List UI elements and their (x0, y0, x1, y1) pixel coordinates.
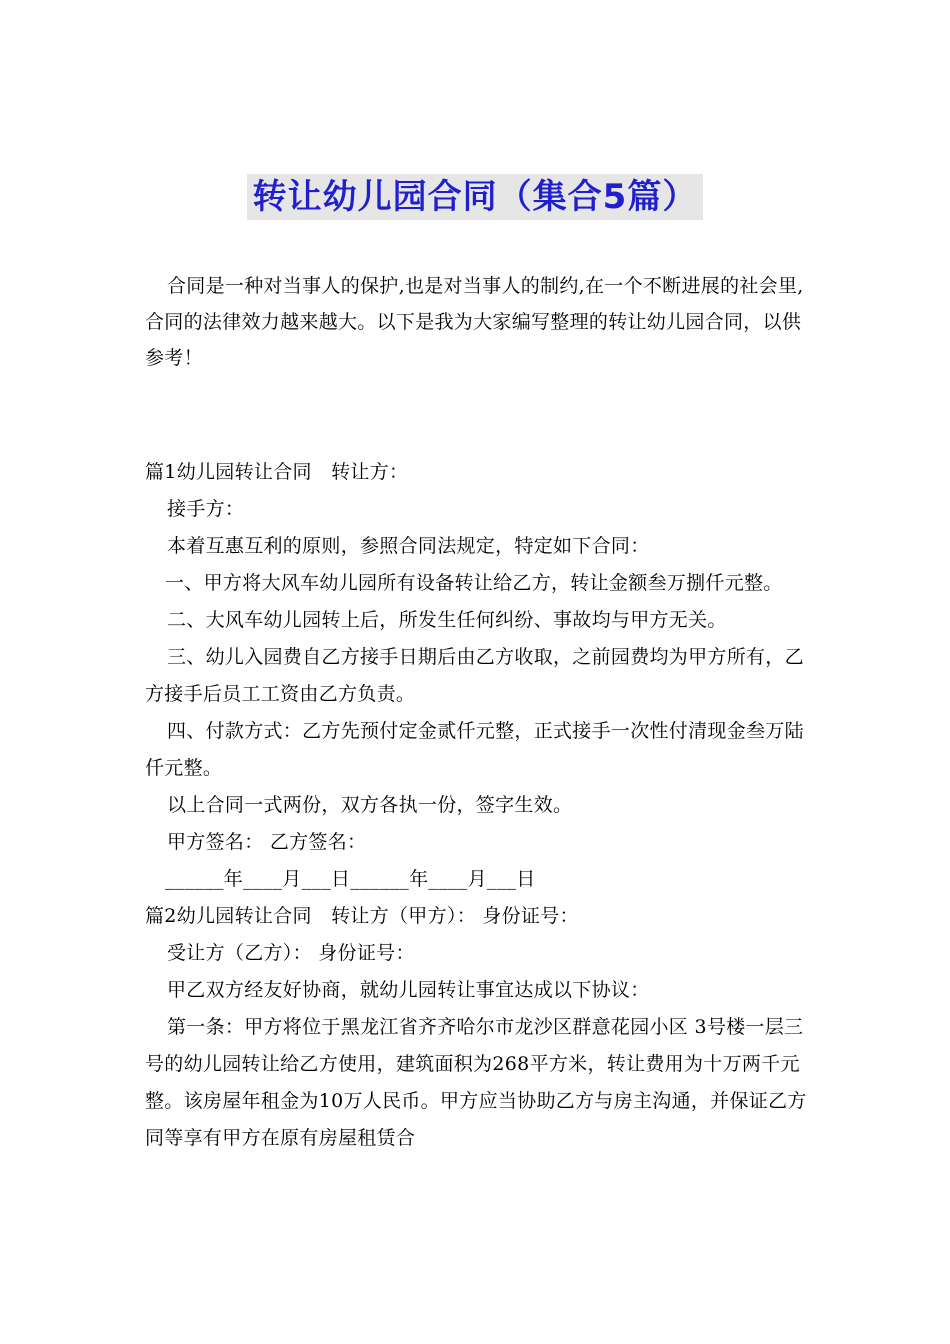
paragraph: 一、甲方将大风车幼儿园所有设备转让给乙方，转让金额叁万捌仟元整。 (165, 572, 783, 594)
signature-line: 甲方签名： 乙方签名： (167, 831, 367, 853)
intro-paragraph: 合同是一种对当事人的保护,也是对当事人的制约,在一个不断进展的社会里,合同的法律效力越来越大。以下是我为大家编写整理的转让幼儿园合同，以供参考！ (145, 275, 804, 369)
paragraph: 甲乙双方经友好协商，就幼儿园转让事宜达成以下协议： (167, 979, 650, 1001)
document-title: 转让幼儿园合同（集合5篇） (247, 174, 704, 220)
paragraph: 三、幼儿入园费自乙方接手日期后由乙方收取，之前园费均为甲方所有，乙方接手后员工工资由乙方负责。 (145, 646, 804, 705)
paragraph: 二、大风车幼儿园转上后，所发生任何纠纷、事故均与甲方无关。 (167, 609, 727, 631)
paragraph: 本着互惠互利的原则，参照合同法规定，特定如下合同： (167, 535, 650, 557)
intro-block (145, 268, 810, 376)
section-heading-1: 篇1幼儿园转让合同 转让方： (145, 461, 409, 483)
date-line: ______年____月___日______年____月___日 (165, 868, 536, 890)
paragraph: 第一条：甲方将位于黑龙江省齐齐哈尔市龙沙区群意花园小区 3号楼一层三号的幼儿园转让给乙方使用，建筑面积为268平方米，转让费用为十万两千元整。该房屋年租金为10万人民币。甲方应当协助乙方与房主沟通，并保证乙方同等享有甲方在原有房屋租赁合 (145, 1016, 807, 1149)
section-heading-2: 篇2幼儿园转让合同 转让方（甲方）： 身份证号： (145, 905, 579, 927)
title-block (0, 174, 950, 220)
paragraph: 以上合同一式两份，双方各执一份，签字生效。 (167, 794, 573, 816)
paragraph: 受让方（乙方）： 身份证号： (167, 942, 415, 964)
paragraph: 四、付款方式：乙方先预付定金贰仟元整，正式接手一次性付清现金叁万陆仟元整。 (145, 720, 804, 779)
paragraph: 接手方： (167, 498, 245, 520)
contract-body (145, 454, 810, 1157)
